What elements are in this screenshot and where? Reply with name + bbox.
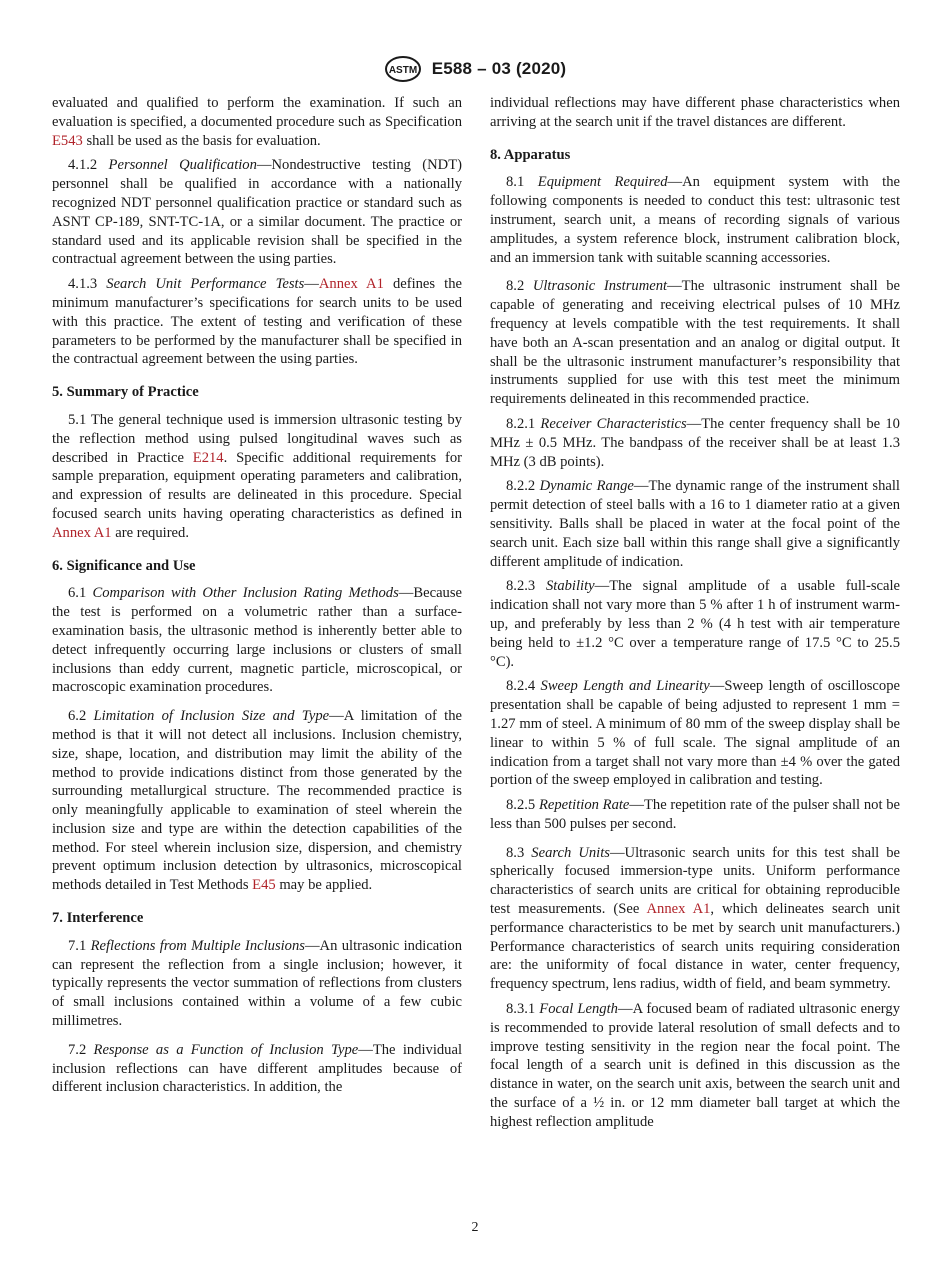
section-heading-8: 8. Apparatus — [490, 146, 571, 163]
paragraph-7-1: 7.1 Reflections from Multiple Inclusions—An ultrasonic indication can represent the reflection from a single inclusion; however, it typically represents the vector summation of reflections from clusters of small inclusions contained within a volume of a few cubic millimetres. — [52, 937, 462, 1030]
heading-limitation: Limitation of Inclusion Size and Type — [93, 708, 330, 725]
standard-designation: E588 – 03 (2020) — [431, 59, 567, 78]
paragraph-6-2: 6.2 Limitation of Inclusion Size and Type—A limitation of the method is that it will not detect all inclusions. Inclusion chemistry, size, shape, location, and distribution may limit the ability of the method to provide indications distinct from those generated by the surrounding metallurgical structure. The recommended practice is only meaningfully applicable to examination of steel wherein the inclusion size and type are within the detection capabilities of the method. For steel wherein inclusion size, dispersion, and chemistry prevent optimum inclusion detection by ultrasonics, microscopical methods detailed in Test Methods E45 may be applied. — [52, 708, 462, 894]
paragraph-6-1: 6.1 Comparison with Other Inclusion Rating Methods—Because the test is performed on a volumetric rather than a surface-examination basis, the ultrasonic method is inherently better able to detect infrequently occurring large inclusions or clusters of small inclusions than eddy current, magnetic particle, microscopical, or macroscopic examination procedures. — [52, 585, 463, 696]
astm-logo-icon — [384, 56, 422, 82]
section-heading-6: 6. Significance and Use — [52, 557, 196, 574]
paragraph-4-1-3: 4.1.3 Search Unit Performance Tests—Annex A1 defines the minimum manufacturer’s specifications for search units to be used with this practice. The extent of testing and verification of these parameters to be performed by the manufacturer shall be specified in the contractual agreement between the using parties. — [52, 276, 462, 368]
heading-reflections: Reflections from Multiple Inclusions — [90, 937, 305, 954]
paragraph-8-3: 8.3 Search Units—Ultrasonic search units for this test shall be spherically focused immersion-type units. Uniform performance characteristics of search units are critical for obtaining reproducible test measurements. (See Annex A1, which delineates search unit performance characteristics to be met by search unit manufacturers.) Performance characteristics of search units requiring consideration are: the uniformity of focal distance in water, center frequency, frequency spectrum, lens radius, width of field, and beam symmetry. — [490, 844, 901, 993]
paragraph-5-1: 5.1 The general technique used is immersion ultrasonic testing by the reflection method using pulsed longitudinal waves such as described in Practice E214. Specific additional requirements for sample preparation, equipment operating parameters and calibration, and expression of results are delineated in this procedure. Special focused search units having operating characteristics as defined in Annex A1 are required. — [52, 411, 462, 541]
logo-text: ASTM — [388, 65, 417, 76]
link-e214[interactable]: E214 — [192, 449, 224, 466]
left-column — [52, 94, 462, 1103]
heading-personnel-qualification: Personnel Qualification — [108, 157, 257, 174]
heading-response: Response as a Function of Inclusion Type — [93, 1041, 359, 1058]
heading-equipment-required: Equipment Required — [537, 174, 668, 191]
page-header — [0, 56, 950, 82]
link-annex-a1[interactable]: Annex A1 — [646, 901, 711, 918]
link-annex-a1[interactable]: Annex A1 — [318, 276, 384, 293]
paragraph-4-1-1-cont: evaluated and qualified to perform the examination. If such an evaluation is specified, a documented procedure such as Specification E543 shall be used as the basis for evaluation. — [52, 95, 462, 149]
section-heading-5: 5. Summary of Practice — [52, 384, 199, 401]
paragraph-8-2: 8.2 Ultrasonic Instrument—The ultrasonic instrument shall be capable of generating and receiving electrical pulses of 10 MHz frequency at levels compatible with the test requirements. It shall have both an A-scan presentation and an analog or digital output. It shall be the ultrasonic instrument manufacturer’s responsibility that instruments supplied for use with this test meet the minimum requirements delineated in this recommended practice. — [490, 278, 900, 408]
paragraph-8-2-3: 8.2.3 Stability—The signal amplitude of a usable full-scale indication shall not vary more than 5 % after 1 h of instrument warm-up, and preferably by less than 2 % (4 h test with air temperature being held to ±1.2 °C over a temperature range of 17.5 °C to 25.5 °C). — [490, 578, 900, 670]
heading-comparison: Comparison with Other Inclusion Rating Methods — [92, 585, 399, 602]
heading-receiver: Receiver Characteristics — [540, 415, 687, 432]
link-e543[interactable]: E543 — [52, 132, 83, 149]
right-column — [490, 94, 900, 1138]
heading-dynamic-range: Dynamic Range — [539, 478, 634, 495]
heading-sweep-length: Sweep Length and Linearity — [540, 678, 710, 695]
paragraph-8-2-1: 8.2.1 Receiver Characteristics—The center frequency shall be 10 MHz ± 0.5 MHz. The bandpass of the receiver shall be at least 1.3 MHz (3 dB points). — [490, 415, 900, 470]
paragraph-8-3-1: 8.3.1 Focal Length—A focused beam of radiated ultrasonic energy is recommended to provide lateral resolution of small defects and to improve testing sensitivity in the region near the focal point. The focal length of a search unit is defined in this discussion as the distance in water, on the search unit axis, between the search unit and the surface of a ½ in. or 12 mm diameter ball target at which the highest reflection amplitude — [490, 1001, 900, 1130]
heading-repetition-rate: Repetition Rate — [538, 797, 630, 814]
page-number: 2 — [471, 1220, 479, 1235]
paragraph-7-2: 7.2 Response as a Function of Inclusion Type—The individual inclusion reflections can have different amplitudes because of different inclusion characteristics. In addition, the — [52, 1041, 462, 1096]
heading-focal-length: Focal Length — [539, 1001, 618, 1018]
paragraph-7-2-cont: individual reflections may have different phase characteristics when arriving at the search unit if the travel distances are different. — [490, 95, 900, 130]
paragraph-8-2-5: 8.2.5 Repetition Rate—The repetition rate of the pulser shall not be less than 500 pulses per second. — [490, 797, 901, 832]
heading-search-units: Search Units — [531, 844, 610, 861]
paragraph-8-2-4: 8.2.4 Sweep Length and Linearity—Sweep length of oscilloscope presentation shall be capable of being adjusted to represent 1 mm = 1.27 mm of steel. A minimum of 80 mm of the sweep display shall be linear to within 5 % of full scale. The signal amplitude of an indication from a target shall not vary more than ±4 % over the gated portion of the sweep employed in calibration and testing. — [490, 678, 900, 789]
section-heading-7: 7. Interference — [52, 910, 144, 927]
heading-stability: Stability — [545, 578, 595, 595]
heading-search-unit-performance: Search Unit Performance Tests — [106, 276, 305, 293]
paragraph-8-1: 8.1 Equipment Required—An equipment system with the following components is needed to conduct this test: ultrasonic test instrument, search unit, a means of recording signals of various amplitudes, a system reference block, instrument calibration block, and an immersion tank with suitable scanning accessories. — [490, 174, 900, 266]
link-annex-a1[interactable]: Annex A1 — [52, 524, 112, 541]
paragraph-8-2-2: 8.2.2 Dynamic Range—The dynamic range of the instrument shall permit detection of steel balls with a 16 to 1 diameter ratio at a given sensitivity. Balls shall be placed in water at the focal point of the search unit. Each size ball within this range shall give a significantly different amplitude of indication. — [490, 478, 900, 570]
link-e45[interactable]: E45 — [252, 877, 276, 894]
heading-ultrasonic-instrument: Ultrasonic Instrument — [532, 278, 668, 295]
paragraph-4-1-2: 4.1.2 Personnel Qualification—Nondestructive testing (NDT) personnel shall be qualified in accordance with a nationally recognized NDT personnel qualification practice or standard such as ASNT CP-189, SNT-TC-1A, or a similar document. The practice or standard used and its applicable revision shall be specified in the contractual agreement between the using parties. — [52, 157, 462, 268]
